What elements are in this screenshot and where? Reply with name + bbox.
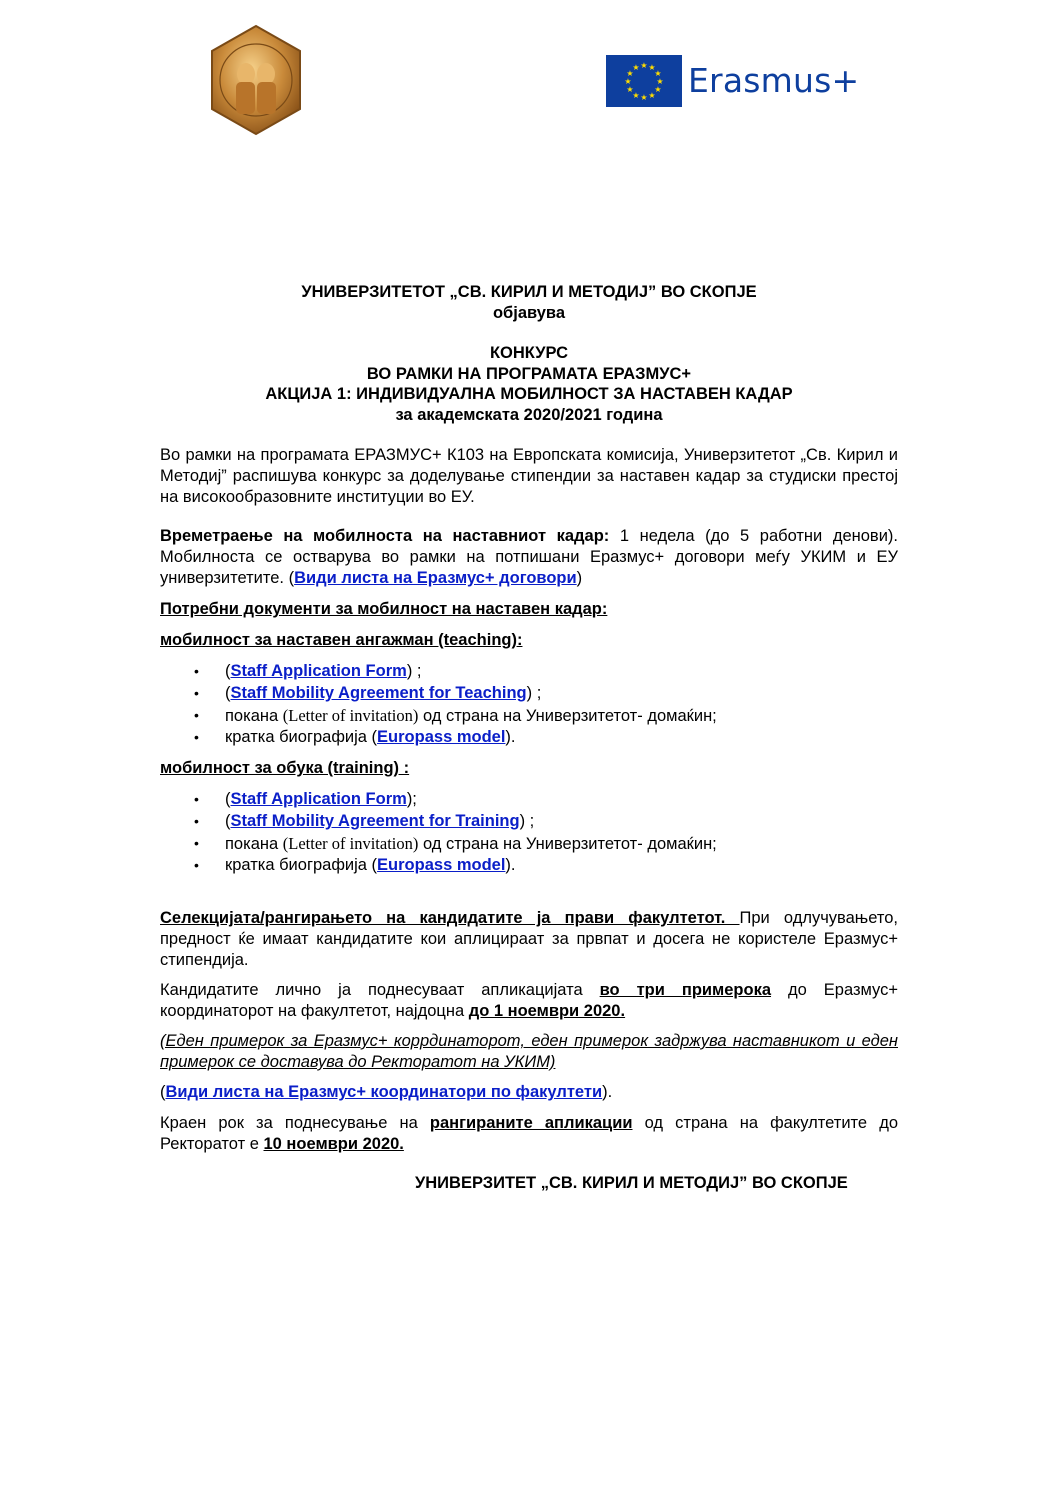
announces-label: објавува	[492, 304, 566, 322]
copies-note	[160, 1031, 898, 1073]
mobility-agreement-training-link[interactable]: Staff Mobility Agreement for Training	[230, 812, 520, 830]
item-prefix: (	[225, 662, 231, 680]
selection-paragraph	[160, 908, 898, 971]
coordinators-open: (	[160, 1083, 166, 1101]
deadline-text-1: Краен рок за поднесување на	[160, 1114, 430, 1132]
erasmus-plus-wordmark: Erasmus+	[688, 61, 860, 100]
teaching-item-1	[225, 661, 421, 682]
staff-application-form-link[interactable]: Staff Application Form	[230, 662, 407, 680]
item-prefix: покана	[225, 835, 283, 853]
europass-model-link[interactable]: Europass model	[377, 728, 506, 746]
coordinators-line	[160, 1082, 612, 1103]
coordinators-close: ).	[602, 1083, 613, 1101]
svg-text:★: ★	[648, 63, 656, 72]
staff-application-form-link[interactable]: Staff Application Form	[230, 790, 407, 808]
duration-label: Времетраење на мобилноста на наставниот кадар:	[160, 527, 610, 545]
bullet-icon: •	[194, 857, 199, 873]
europass-model-link[interactable]: Europass model	[377, 856, 506, 874]
documents-heading: Потребни документи за мобилност на наставен кадар:	[160, 600, 608, 618]
submission-text-2: до Еразмус+ координаторот на факултетот, најдоцна	[160, 981, 898, 1020]
item-prefix: (	[225, 684, 231, 702]
item-suffix: ) ;	[519, 812, 535, 830]
item-suffix: ) ;	[526, 684, 542, 702]
training-item-2	[225, 811, 534, 832]
coordinators-list-link[interactable]: Види листа на Еразмус+ координатори по факултети	[165, 1083, 603, 1101]
submission-text-1: Кандидатите лично ја поднесуваат апликацијата	[160, 981, 600, 999]
svg-text:★: ★	[626, 85, 634, 94]
letter-of-invitation: (Letter of invitation)	[282, 706, 419, 725]
training-item-3	[225, 833, 717, 855]
eu-flag-icon	[606, 55, 682, 107]
letter-of-invitation: (Letter of invitation)	[282, 834, 419, 853]
selection-bold: Селекцијата/рангирањето на кандидатите ја прави факултетот.	[160, 909, 740, 927]
duration-close: )	[576, 569, 583, 587]
svg-text:★: ★	[640, 61, 648, 70]
duration-text: Мобилноста се остварува во рамки на потпишани Еразмус+ договори меѓу УКИМ и ЕУ универзитетите. (	[160, 548, 898, 587]
svg-text:★: ★	[624, 77, 632, 86]
bullet-icon: •	[194, 791, 199, 807]
item-suffix: од страна на Универзитетот- домаќин;	[418, 835, 717, 853]
deadline-paragraph	[160, 1113, 898, 1155]
item-suffix: ) ;	[406, 662, 422, 680]
training-heading: мобилност за обука (training) :	[160, 759, 410, 777]
ukim-seal-logo	[206, 24, 306, 136]
svg-text:★: ★	[656, 77, 664, 86]
svg-text:★: ★	[632, 91, 640, 100]
item-prefix: кратка биографија (	[225, 856, 378, 874]
svg-text:★: ★	[648, 91, 656, 100]
bullet-icon: •	[194, 685, 199, 701]
submission-paragraph	[160, 980, 898, 1022]
item-suffix: ).	[505, 856, 516, 874]
item-prefix: кратка биографија (	[225, 728, 378, 746]
copies-note-text: (Еден примерок за Еразмус+ коррдинаторот, еден примерок задржува наставникот и еден примерок се доставува до Ректоратот на УКИМ)	[160, 1032, 898, 1071]
item-prefix: (	[225, 812, 231, 830]
svg-text:★: ★	[654, 85, 662, 94]
teaching-item-4	[225, 727, 516, 748]
university-title: УНИВЕРЗИТЕТОТ „СВ. КИРИЛ И МЕТОДИЈ” ВО СКОПЈЕ	[301, 283, 757, 301]
item-suffix: ).	[505, 728, 516, 746]
svg-text:★: ★	[640, 93, 648, 102]
svg-text:★: ★	[654, 69, 662, 78]
teaching-item-2	[225, 683, 541, 704]
submission-deadline: до 1 ноември 2020.	[468, 1002, 626, 1020]
training-item-4	[225, 855, 516, 876]
item-prefix: покана	[225, 707, 283, 725]
bullet-icon: •	[194, 813, 199, 829]
ranked-applications: рангираните апликации	[429, 1114, 633, 1132]
bullet-icon: •	[194, 707, 199, 723]
svg-text:★: ★	[626, 69, 634, 78]
duration-paragraph	[160, 526, 898, 589]
academic-year: за академската 2020/2021 година	[395, 406, 663, 424]
deadline-text-2: од страна на факултетите до Ректоратот е	[160, 1114, 899, 1153]
three-copies: во три примерока	[599, 981, 772, 999]
bullet-icon: •	[194, 835, 199, 851]
erasmus-plus-logo	[606, 55, 861, 107]
intro-paragraph: Во рамки на програмата ЕРАЗМУС+ К103 на Европската комисија, Универзитетот „Св. Кирил и Методиј” распишува конкурс за доделување стипендии за наставен кадар за студиски престој на високообразовните институции во ЕУ.	[160, 446, 898, 506]
item-prefix: (	[225, 790, 231, 808]
selection-text: При одлучувањето, предност ќе имаат кандидатите кои аплицираат за првпат и досега не користеле Еразмус+ стипендија.	[160, 909, 898, 969]
duration-value: 1 недела (до 5 работни денови).	[609, 527, 898, 545]
training-item-1	[225, 789, 417, 810]
agreements-list-link[interactable]: Види листа на Еразмус+ договори	[294, 569, 577, 587]
mobility-agreement-teaching-link[interactable]: Staff Mobility Agreement for Teaching	[230, 684, 527, 702]
svg-text:★: ★	[632, 63, 640, 72]
action-title: АКЦИЈА 1: ИНДИВИДУАЛНА МОБИЛНОСТ ЗА НАСТАВЕН КАДАР	[265, 385, 793, 403]
item-suffix: );	[406, 790, 417, 808]
item-suffix: од страна на Универзитетот- домаќин;	[418, 707, 717, 725]
teaching-heading: мобилност за наставен ангажман (teaching):	[160, 631, 523, 649]
program-title: ВО РАМКИ НА ПРОГРАМАТА ЕРАЗМУС+	[366, 365, 692, 383]
ukim-seal-icon	[206, 24, 306, 136]
signature: УНИВЕРЗИТЕТ „СВ. КИРИЛ И МЕТОДИЈ” ВО СКОПЈЕ	[415, 1174, 848, 1192]
teaching-item-3	[225, 705, 717, 727]
bullet-icon: •	[194, 663, 199, 679]
competition-title: КОНКУРС	[489, 344, 569, 362]
bullet-icon: •	[194, 729, 199, 745]
final-deadline: 10 ноември 2020.	[263, 1135, 404, 1153]
